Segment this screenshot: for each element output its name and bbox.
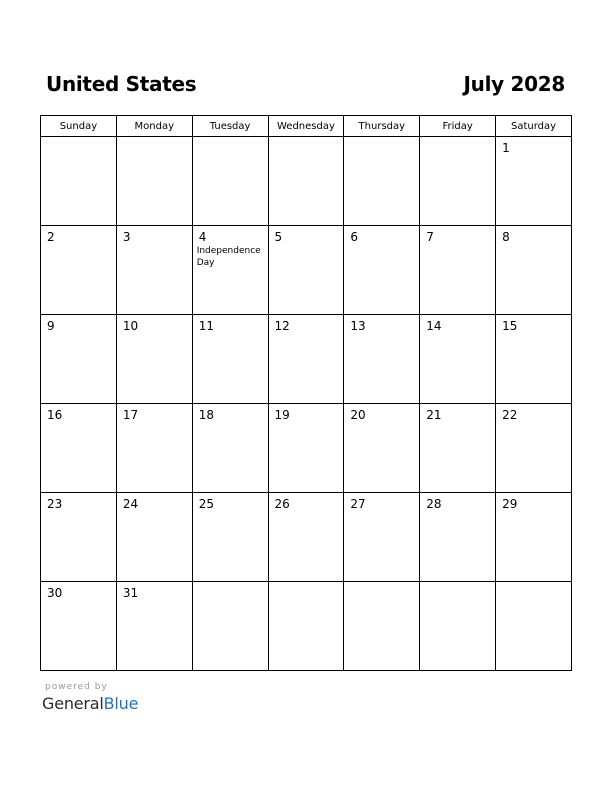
day-number: 9	[47, 319, 55, 333]
weekday-header: Sunday	[41, 116, 117, 137]
day-cell	[41, 315, 117, 404]
day-number: 27	[350, 497, 366, 511]
day-cell	[116, 493, 192, 582]
brand-general-text: General	[42, 694, 104, 713]
day-cell	[192, 226, 268, 315]
day-number: 16	[47, 408, 63, 422]
day-cell	[192, 404, 268, 493]
day-number: 28	[426, 497, 442, 511]
day-cell	[116, 315, 192, 404]
day-cell	[344, 493, 420, 582]
day-cell	[192, 137, 268, 226]
day-cell	[268, 137, 344, 226]
day-cell	[420, 226, 496, 315]
day-cell	[496, 493, 572, 582]
day-number: 30	[47, 586, 63, 600]
day-cell	[116, 226, 192, 315]
day-number: 7	[426, 230, 434, 244]
day-cell	[41, 137, 117, 226]
day-number: 10	[122, 319, 139, 333]
day-number: 18	[198, 408, 214, 422]
day-cell	[268, 226, 344, 315]
week-row	[41, 137, 572, 226]
holiday-label: Independence Day	[196, 246, 261, 268]
day-cell	[420, 404, 496, 493]
day-cell	[420, 137, 496, 226]
week-row	[41, 493, 572, 582]
day-number: 15	[502, 319, 518, 333]
day-cell	[268, 404, 344, 493]
day-number: 8	[502, 230, 510, 244]
day-number: 3	[122, 230, 131, 244]
weekday-header: Thursday	[344, 116, 420, 137]
day-number: 13	[350, 319, 366, 333]
weekday-header-row	[41, 116, 572, 137]
day-cell	[496, 582, 572, 671]
day-number: 4	[198, 230, 207, 244]
day-cell	[116, 582, 192, 671]
day-number: 24	[122, 497, 139, 511]
day-cell	[420, 493, 496, 582]
day-number: 6	[350, 230, 359, 244]
day-number: 23	[47, 497, 63, 511]
week-row	[41, 404, 572, 493]
week-row	[41, 582, 572, 671]
day-number: 31	[122, 586, 139, 600]
week-row	[41, 226, 572, 315]
day-number: 12	[274, 319, 290, 333]
day-cell	[496, 137, 572, 226]
day-number: 20	[350, 408, 366, 422]
day-number: 14	[426, 319, 442, 333]
day-cell	[496, 315, 572, 404]
day-number: 29	[502, 497, 518, 511]
weekday-header: Saturday	[496, 116, 572, 137]
day-cell	[344, 137, 420, 226]
weekday-header: Friday	[420, 116, 496, 137]
day-cell	[41, 582, 117, 671]
week-row	[41, 315, 572, 404]
powered-by-label: powered by	[45, 682, 108, 692]
day-cell	[192, 582, 268, 671]
day-cell	[192, 493, 268, 582]
day-cell	[420, 315, 496, 404]
calendar-grid	[40, 115, 572, 671]
day-number: 5	[274, 230, 283, 244]
weekday-header: Wednesday	[268, 116, 344, 137]
day-cell	[41, 493, 117, 582]
country-title: United States	[46, 72, 197, 96]
day-cell	[268, 315, 344, 404]
day-cell	[344, 226, 420, 315]
day-cell	[344, 404, 420, 493]
day-number: 26	[274, 497, 290, 511]
day-number: 2	[47, 230, 55, 244]
brand-blue-text: Blue	[103, 694, 139, 713]
day-number: 19	[274, 408, 290, 422]
day-cell	[116, 404, 192, 493]
day-cell	[268, 582, 344, 671]
day-cell	[496, 226, 572, 315]
day-number: 25	[198, 497, 214, 511]
day-cell	[41, 226, 117, 315]
weekday-header: Monday	[116, 116, 192, 137]
day-number: 21	[426, 408, 442, 422]
day-cell	[344, 582, 420, 671]
day-number: 17	[122, 408, 139, 422]
day-cell	[116, 137, 192, 226]
day-cell	[192, 315, 268, 404]
weekday-header: Tuesday	[192, 116, 268, 137]
day-cell	[420, 582, 496, 671]
day-number: 22	[502, 408, 518, 422]
day-cell	[496, 404, 572, 493]
day-cell	[344, 315, 420, 404]
generalblue-logo[interactable]	[42, 694, 138, 713]
day-cell	[41, 404, 117, 493]
day-cell	[268, 493, 344, 582]
month-title: July 2028	[463, 72, 565, 96]
day-number: 1	[502, 141, 510, 155]
day-number: 11	[198, 319, 214, 333]
